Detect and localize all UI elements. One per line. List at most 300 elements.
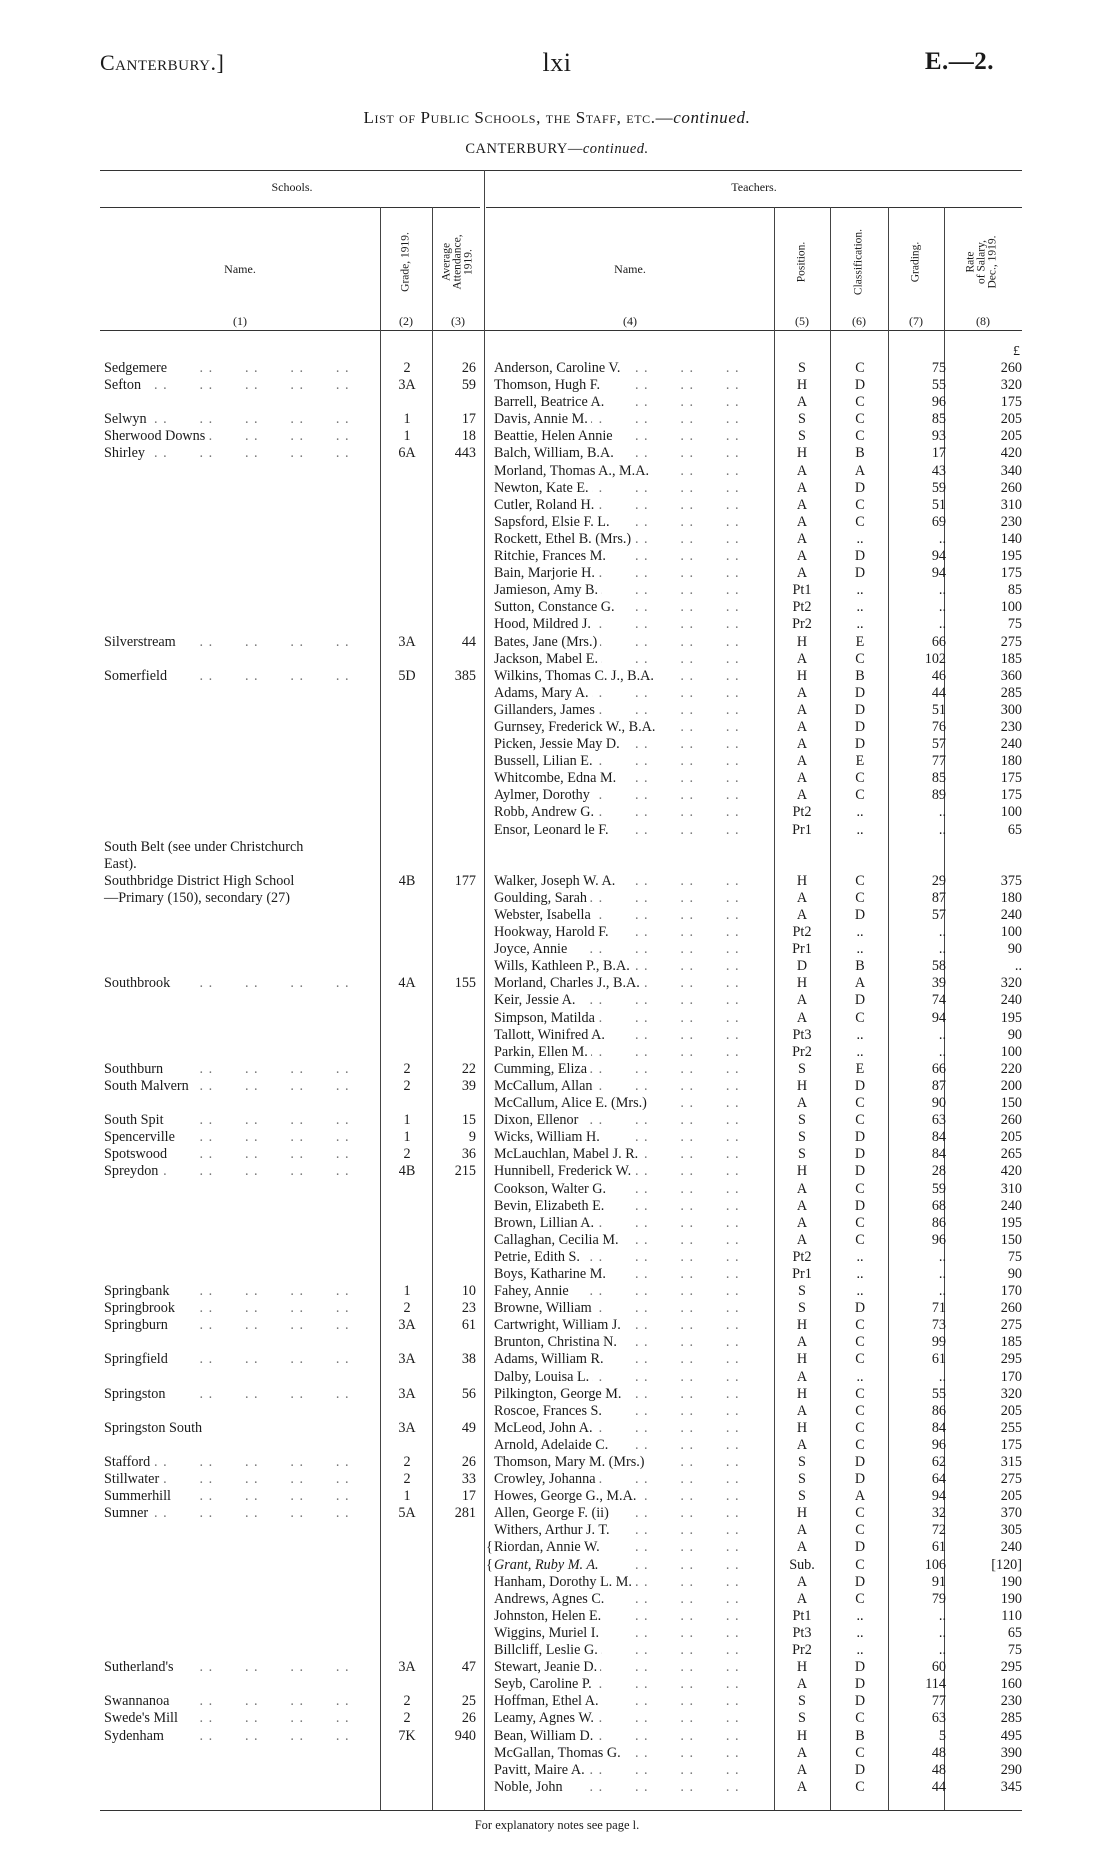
- school-name-cell-text: [104, 1591, 107, 1607]
- grade-cell: 5A: [398, 1505, 416, 1522]
- teacher-name-cell: [494, 975, 772, 992]
- teacher-name-cell: [494, 1249, 772, 1266]
- salary-cell: 310: [1000, 496, 1022, 513]
- position-cell: Pt1: [792, 582, 812, 599]
- attendance-cell: 25: [461, 1693, 476, 1710]
- position-cell: H: [796, 1505, 808, 1522]
- attendance-cell: 39: [461, 1077, 476, 1094]
- position-cell: Pr2: [792, 616, 812, 633]
- teacher-name-cell: [494, 924, 772, 941]
- salary-cell: 320: [1000, 1385, 1022, 1402]
- school-name-cell: [104, 1505, 380, 1522]
- table-row: [0, 1095, 1114, 1112]
- school-name-cell-text: [104, 1215, 107, 1231]
- grading-cell: 96: [931, 1231, 946, 1248]
- grading-cell: 86: [931, 1402, 946, 1419]
- teacher-name-cell: [494, 582, 772, 599]
- teacher-name-cell: [494, 1010, 772, 1027]
- attendance-cell: 17: [461, 411, 476, 428]
- grading-cell: 5: [938, 1727, 946, 1744]
- attendance-heading-line1: Average: [440, 242, 453, 282]
- school-name-cell-text: [104, 685, 107, 701]
- teacher-name-cell: [494, 685, 772, 702]
- school-name-cell: [104, 1283, 380, 1300]
- attendance-cell: 155: [454, 975, 476, 992]
- position-cell: A: [796, 1761, 808, 1778]
- salary-cell: 190: [1000, 1573, 1022, 1590]
- school-name-cell: [104, 1437, 380, 1454]
- school-name-cell-text: [104, 1369, 107, 1385]
- teacher-name-cell: [494, 787, 772, 804]
- table-row: [0, 702, 1114, 719]
- table-row: [0, 958, 1114, 975]
- school-name-cell: [104, 582, 380, 599]
- position-cell: S: [798, 1146, 806, 1163]
- table-row: [0, 1027, 1114, 1044]
- grade-cell: 2: [403, 1300, 411, 1317]
- position-cell: H: [796, 445, 808, 462]
- position-cell: H: [796, 633, 808, 650]
- teacher-name-cell: [494, 822, 772, 839]
- table-row: [0, 1728, 1114, 1745]
- school-name-cell-text: [104, 497, 107, 513]
- grading-cell: 29: [931, 872, 946, 889]
- school-name-cell: [104, 445, 380, 462]
- grade-cell: 2: [403, 1060, 411, 1077]
- grading-cell: 61: [931, 1539, 946, 1556]
- school-name-cell: [104, 497, 380, 514]
- school-name-cell-text: Stafford: [104, 1454, 153, 1470]
- grading-cell: 96: [931, 394, 946, 411]
- teacher-name-cell-text: Howes, George G., M.A.: [494, 1488, 639, 1504]
- position-cell: S: [798, 411, 806, 428]
- classification-cell: B: [855, 1727, 865, 1744]
- grading-cell: ..: [938, 1283, 946, 1300]
- grading-cell: 76: [931, 718, 946, 735]
- salary-cell: 240: [1000, 992, 1022, 1009]
- salary-cell: 360: [1000, 667, 1022, 684]
- classification-cell: C: [855, 411, 865, 428]
- teacher-name-cell: [494, 702, 772, 719]
- teacher-name-cell: [494, 1386, 772, 1403]
- school-name-cell-text: [104, 1232, 107, 1248]
- school-name-cell: [104, 1522, 380, 1539]
- grading-cell: 77: [931, 753, 946, 770]
- classification-cell: C: [855, 1351, 865, 1368]
- attendance-cell: 26: [461, 1710, 476, 1727]
- school-name-cell-text: Southbridge District High School: [104, 873, 297, 889]
- teacher-name-cell: [494, 1437, 772, 1454]
- teacher-name-cell: [494, 1454, 772, 1471]
- school-name-cell: [104, 1539, 380, 1556]
- salary-cell: 175: [1000, 787, 1022, 804]
- classification-cell: C: [855, 872, 865, 889]
- grading-cell: 106: [924, 1556, 946, 1573]
- attendance-cell: 23: [461, 1300, 476, 1317]
- classification-cell: B: [855, 445, 865, 462]
- classification-cell: B: [855, 958, 865, 975]
- table-row: [0, 1574, 1114, 1591]
- table-row: [0, 804, 1114, 821]
- classification-cell: D: [854, 992, 866, 1009]
- position-cell: A: [796, 907, 808, 923]
- teacher-name-cell: [494, 463, 772, 480]
- table-row: [0, 1010, 1114, 1027]
- position-cell: A: [796, 684, 808, 701]
- position-cell: D: [796, 958, 808, 975]
- grade-cell: 2: [403, 1146, 411, 1163]
- classification-cell: C: [855, 360, 865, 376]
- school-name-cell-text: Shirley: [104, 445, 148, 461]
- teacher-name-cell-text: Billcliff, Leslie G.: [494, 1642, 601, 1658]
- classification-cell: B: [855, 667, 865, 684]
- teacher-name-cell-text: Dixon, Ellenor: [494, 1112, 581, 1128]
- table-row: [0, 787, 1114, 804]
- teacher-name-cell-text: Picken, Jessie May D.: [494, 736, 623, 752]
- salary-cell: 305: [1000, 1522, 1022, 1539]
- grade-cell: 1: [403, 1129, 411, 1146]
- salary-cell: 200: [1000, 1077, 1022, 1094]
- position-cell: Pt2: [792, 1248, 812, 1265]
- grading-cell: 60: [931, 1659, 946, 1676]
- school-name-cell-text: Sutherland's: [104, 1659, 177, 1675]
- teacher-name-cell: [494, 394, 772, 411]
- grade-cell: 3A: [398, 1317, 416, 1334]
- table-row: [0, 1112, 1114, 1129]
- salary-cell: 370: [1000, 1505, 1022, 1522]
- school-name-cell-text: Sefton: [104, 377, 144, 393]
- teacher-name-cell: [494, 565, 772, 582]
- salary-cell: 260: [1000, 1300, 1022, 1317]
- school-name-cell: [104, 839, 380, 856]
- colnum-1: (1): [233, 314, 247, 328]
- position-cell: A: [796, 1197, 808, 1214]
- table-row: [0, 1745, 1114, 1762]
- salary-cell: 295: [1000, 1659, 1022, 1676]
- table-row: [0, 1198, 1114, 1215]
- teacher-name-cell-text: Ensor, Leonard le F.: [494, 822, 612, 838]
- position-cell: A: [796, 1744, 808, 1761]
- salary-cell: 220: [1000, 1060, 1022, 1077]
- school-name-cell-text: [104, 565, 107, 581]
- school-name-cell-text: Spreydon: [104, 1163, 161, 1179]
- teacher-name-cell-text: Crowley, Johanna: [494, 1471, 599, 1487]
- teacher-name-cell: [494, 1078, 772, 1095]
- school-name-cell-text: [104, 958, 107, 974]
- classification-cell: C: [855, 513, 865, 530]
- position-cell: Pr2: [792, 1043, 812, 1060]
- table-row: [0, 1163, 1114, 1180]
- salary-cell: 495: [1000, 1727, 1022, 1744]
- school-name-cell: [104, 1369, 380, 1386]
- position-cell: A: [796, 736, 808, 753]
- teacher-name-cell-text: [494, 839, 497, 855]
- position-cell: A: [796, 1778, 808, 1795]
- attendance-cell: 385: [454, 667, 476, 684]
- grading-cell: ..: [938, 1026, 946, 1043]
- grading-cell: 79: [931, 1590, 946, 1607]
- salary-cell: 75: [1007, 1642, 1022, 1659]
- school-name-cell: [104, 1420, 380, 1437]
- position-cell: A: [796, 1590, 808, 1607]
- school-name-cell-text: [104, 1181, 107, 1197]
- classification-cell: ..: [856, 1026, 864, 1043]
- classification-cell: ..: [856, 804, 864, 821]
- position-cell: S: [798, 360, 806, 376]
- table-row: [0, 582, 1114, 599]
- school-name-cell-text: Spencerville: [104, 1129, 178, 1145]
- teacher-name-cell-text: Robb, Andrew G.: [494, 804, 597, 820]
- attendance-heading-line2: Attendance,: [451, 234, 464, 290]
- document-reference: E.—2.: [924, 48, 994, 75]
- salary-cell: 375: [1000, 872, 1022, 889]
- teacher-name-cell-text: Cumming, Eliza: [494, 1061, 590, 1077]
- school-name-cell: [104, 1078, 380, 1095]
- classification-cell: D: [854, 1197, 866, 1214]
- brace-mark: {: [486, 1539, 493, 1556]
- school-name-cell: [104, 1762, 380, 1779]
- attendance-cell: 59: [461, 377, 476, 394]
- teacher-name-cell-text: Cookson, Walter G.: [494, 1181, 609, 1197]
- classification-cell: D: [854, 1573, 866, 1590]
- position-cell: A: [796, 1402, 808, 1419]
- teacher-name-cell: [494, 1762, 772, 1779]
- attendance-cell: 22: [461, 1060, 476, 1077]
- teacher-name-cell: [494, 1608, 772, 1625]
- classification-heading: Classification.: [852, 228, 865, 296]
- table-row: [0, 685, 1114, 702]
- teacher-name-cell-text: Joyce, Annie: [494, 941, 570, 957]
- position-cell: S: [798, 1454, 806, 1470]
- teacher-name-cell-text: Pavitt, Maire A.: [494, 1762, 588, 1778]
- classification-cell: C: [855, 1214, 865, 1231]
- salary-cell: 390: [1000, 1744, 1022, 1761]
- position-cell: S: [798, 1112, 806, 1129]
- school-name-cell: [104, 856, 380, 873]
- salary-cell: 100: [1000, 804, 1022, 821]
- attendance-cell: 10: [461, 1283, 476, 1300]
- salary-heading-line1: Rate: [964, 251, 977, 273]
- school-name-cell: [104, 514, 380, 531]
- classification-cell: C: [855, 1556, 865, 1573]
- attendance-cell: 44: [461, 633, 476, 650]
- school-name-cell: [104, 1403, 380, 1420]
- position-cell: Pr1: [792, 821, 812, 838]
- position-cell: A: [796, 650, 808, 667]
- teacher-name-cell: [494, 1163, 772, 1180]
- classification-cell: D: [854, 1300, 866, 1317]
- grading-cell: 48: [931, 1761, 946, 1778]
- table-row: [0, 599, 1114, 616]
- classification-cell: A: [854, 1488, 866, 1505]
- position-cell: S: [798, 1283, 806, 1300]
- school-name-cell: [104, 992, 380, 1009]
- teacher-name-cell: [494, 992, 772, 1009]
- school-name-cell-text: Silverstream: [104, 634, 179, 650]
- salary-cell: 205: [1000, 411, 1022, 428]
- teacher-name-cell-text: Johnston, Helen E.: [494, 1608, 604, 1624]
- teacher-name-cell-text: Morland, Charles J., B.A.: [494, 975, 643, 991]
- grading-cell: 84: [931, 1146, 946, 1163]
- teacher-name-cell-text: McLeod, John A.: [494, 1420, 596, 1436]
- grading-cell: 87: [931, 1077, 946, 1094]
- school-name-cell: [104, 907, 380, 924]
- grade-cell: 4A: [398, 975, 416, 992]
- school-name-cell-text: [104, 1249, 107, 1265]
- table-row: [0, 497, 1114, 514]
- position-cell: H: [796, 975, 808, 992]
- position-cell: A: [796, 1231, 808, 1248]
- school-name-cell-text: [104, 770, 107, 786]
- grading-cell: 44: [931, 1778, 946, 1795]
- salary-cell: 175: [1000, 770, 1022, 787]
- table-row: [0, 1539, 1114, 1556]
- teacher-name-heading: Name.: [614, 262, 646, 276]
- position-cell: A: [796, 530, 808, 547]
- teacher-name-cell-text: Bussell, Lilian E.: [494, 753, 596, 769]
- position-cell: A: [796, 770, 808, 787]
- grading-cell: 91: [931, 1573, 946, 1590]
- teacher-name-cell-text: Stewart, Jeanie D.: [494, 1659, 600, 1675]
- table-row: [0, 1351, 1114, 1368]
- table-row: [0, 924, 1114, 941]
- teacher-name-cell: [494, 548, 772, 565]
- teacher-name-cell-text: [494, 856, 497, 872]
- school-name-cell-text: [104, 1266, 107, 1282]
- teacher-name-cell: [494, 1642, 772, 1659]
- salary-cell: 175: [1000, 565, 1022, 582]
- classification-cell: D: [854, 479, 866, 496]
- position-cell: A: [796, 462, 808, 479]
- table-row: [0, 1129, 1114, 1146]
- teacher-name-cell: [494, 907, 772, 924]
- school-name-cell: [104, 599, 380, 616]
- teacher-name-cell: [494, 958, 772, 975]
- grading-cell: 63: [931, 1710, 946, 1727]
- teacher-name-cell: [494, 480, 772, 497]
- attendance-cell: 36: [461, 1146, 476, 1163]
- table-row: [0, 1693, 1114, 1710]
- school-name-cell: [104, 975, 380, 992]
- classification-cell: E: [855, 1060, 865, 1077]
- position-cell: A: [796, 787, 808, 804]
- grading-cell: 85: [931, 411, 946, 428]
- table-bottom-rule: [100, 1810, 1022, 1811]
- grading-cell: 43: [931, 462, 946, 479]
- colnum-6: (6): [852, 314, 866, 328]
- salary-heading-line3: Dec., 1919.: [986, 235, 999, 289]
- grading-cell: 55: [931, 377, 946, 394]
- classification-cell: ..: [856, 582, 864, 599]
- teacher-name-cell-text: Webster, Isabella: [494, 907, 594, 923]
- grading-cell: 84: [931, 1129, 946, 1146]
- brace-mark: {: [486, 1556, 493, 1573]
- grade-cell: 2: [403, 1077, 411, 1094]
- table-row: [0, 1249, 1114, 1266]
- table-row: [0, 377, 1114, 394]
- school-name-cell: [104, 548, 380, 565]
- grading-cell: 90: [931, 1095, 946, 1112]
- teacher-name-cell-text: McCallum, Alice E. (Mrs.): [494, 1095, 650, 1111]
- grading-cell: 94: [931, 565, 946, 582]
- teacher-name-cell: [494, 804, 772, 821]
- grade-cell: 7K: [398, 1727, 416, 1744]
- position-cell: Pr1: [792, 941, 812, 958]
- grading-cell: ..: [938, 616, 946, 633]
- salary-cell: 315: [1000, 1454, 1022, 1470]
- table-row: [0, 514, 1114, 531]
- classification-cell: C: [855, 1402, 865, 1419]
- school-name-cell: [104, 1181, 380, 1198]
- salary-cell: 205: [1000, 1129, 1022, 1146]
- salary-cell: 260: [1000, 479, 1022, 496]
- teacher-name-cell-text: Withers, Arthur J. T.: [494, 1522, 613, 1538]
- classification-cell: ..: [856, 821, 864, 838]
- classification-cell: D: [854, 565, 866, 582]
- teacher-name-cell-text: Parkin, Ellen M.: [494, 1044, 591, 1060]
- salary-heading-line2: of Salary,: [975, 240, 988, 284]
- colnum-7: (7): [909, 314, 923, 328]
- school-name-cell: [104, 377, 380, 394]
- position-cell: S: [798, 428, 806, 445]
- teacher-name-cell: [494, 1625, 772, 1642]
- classification-cell: ..: [856, 1607, 864, 1624]
- position-cell: A: [796, 1676, 808, 1693]
- position-cell: S: [798, 1300, 806, 1317]
- classification-cell: D: [854, 1077, 866, 1094]
- attendance-cell: 33: [461, 1471, 476, 1488]
- table-row: [0, 1659, 1114, 1676]
- table-row: [0, 360, 1114, 377]
- attendance-cell: 47: [461, 1659, 476, 1676]
- classification-cell: D: [854, 1146, 866, 1163]
- teacher-name-cell-text: Riordan, Annie W.: [494, 1539, 603, 1555]
- school-name-cell-text: [104, 1779, 107, 1795]
- school-name-cell: [104, 531, 380, 548]
- table-row: [0, 1625, 1114, 1642]
- school-name-cell: [104, 736, 380, 753]
- teacher-name-cell: [494, 497, 772, 514]
- school-name-cell: [104, 1112, 380, 1129]
- school-name-cell: [104, 1676, 380, 1693]
- school-name-cell: [104, 565, 380, 582]
- position-cell: A: [796, 513, 808, 530]
- attendance-cell: 49: [461, 1419, 476, 1436]
- teacher-name-cell-text: Hanham, Dorothy L. M.: [494, 1574, 635, 1590]
- salary-cell: 100: [1000, 599, 1022, 616]
- table-row: [0, 1266, 1114, 1283]
- school-name-cell: [104, 822, 380, 839]
- salary-cell: 205: [1000, 1488, 1022, 1505]
- school-name-cell-text: [104, 753, 107, 769]
- grading-cell: ..: [938, 1043, 946, 1060]
- teacher-name-cell-text: Thomson, Hugh F.: [494, 377, 603, 393]
- school-name-cell-text: [104, 1044, 107, 1060]
- classification-cell: D: [854, 684, 866, 701]
- table-top-rule: [100, 170, 1022, 171]
- salary-cell: 275: [1000, 1317, 1022, 1334]
- teacher-name-cell-text: Bates, Jane (Mrs.): [494, 634, 600, 650]
- classification-cell: D: [854, 1471, 866, 1488]
- grading-cell: 59: [931, 1180, 946, 1197]
- grading-cell: ..: [938, 1368, 946, 1385]
- teacher-name-cell-text: Bevin, Elizabeth E.: [494, 1198, 607, 1214]
- table-row: [0, 1454, 1114, 1471]
- position-cell: A: [796, 1009, 808, 1026]
- classification-cell: D: [854, 1163, 866, 1180]
- attendance-cell: 17: [461, 1488, 476, 1505]
- table-row: [0, 890, 1114, 907]
